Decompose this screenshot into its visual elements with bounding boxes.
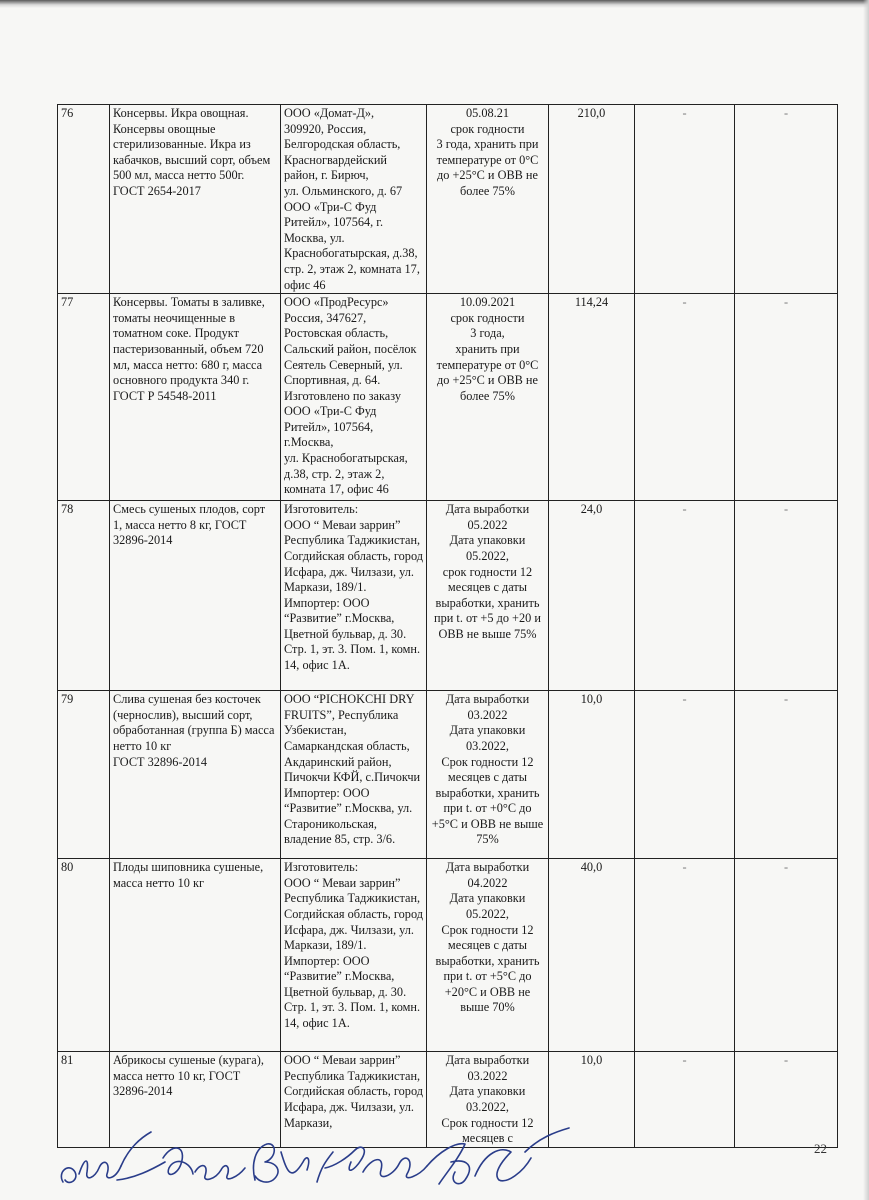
empty-dash-cell: -	[735, 859, 838, 1052]
empty-dash-cell: -	[735, 691, 838, 859]
table-row	[58, 859, 838, 1052]
goods-table	[57, 104, 838, 1148]
production-date-and-shelf-life: Дата выработки 03.2022 Дата упаковки 03.2022, Срок годности 12 месяцев с	[427, 1052, 549, 1148]
quantity-value: 40,0	[549, 859, 635, 1052]
quantity-value: 24,0	[549, 501, 635, 691]
page-number: 22	[814, 1141, 827, 1156]
manufacturer: Изготовитель: ООО “ Меваи заррин” Республика Таджикистан, Согдийская область, город Исфара, дж. Чилзази, ул. Маркази, 189/1. Импортер: ООО “Развитие” г.Москва, Цветной бульвар, д. 30. Стр. 1, эт. 3. Пом. 1, комн. 14, офис 1А.	[281, 859, 427, 1052]
production-date-and-shelf-life: Дата выработки 05.2022 Дата упаковки 05.2022, срок годности 12 месяцев с даты выработки, хранить при t. от +5 до +20 и ОВВ не выше 75%	[427, 501, 549, 691]
quantity-value: 10,0	[549, 691, 635, 859]
empty-dash-cell: -	[635, 294, 735, 501]
empty-dash-cell: -	[735, 294, 838, 501]
quantity-value: 10,0	[549, 1052, 635, 1148]
product-name: Слива сушеная без косточек (чернослив), высший сорт, обработанная (группа Б) масса нетто 10 кг ГОСТ 32896-2014	[110, 691, 281, 859]
row-number: 80	[58, 859, 110, 1052]
manufacturer: ООО «Домат-Д», 309920, Россия, Белгородская область, Красногвардейский район, г. Бирюч, ул. Ольминского, д. 67 ООО «Три-С Фуд Ритейл», 107564, г. Москва, ул. Краснобогатырская, д.38, стр. 2, этаж 2, комната 17, офис 46	[281, 105, 427, 294]
row-number: 79	[58, 691, 110, 859]
row-number: 76	[58, 105, 110, 294]
scan-shadow-top	[0, 0, 869, 8]
production-date-and-shelf-life: Дата выработки 03.2022 Дата упаковки 03.2022, Срок годности 12 месяцев с даты выработки, хранить при t. от +0°C до +5°C и ОВВ не выше 75%	[427, 691, 549, 859]
product-name: Плоды шиповника сушеные, масса нетто 10 кг	[110, 859, 281, 1052]
product-name: Консервы. Томаты в заливке, томаты неочищенные в томатном соке. Продукт пастеризованный, объем 720 мл, масса нетто: 680 г, масса основного продукта 340 г. ГОСТ Р 54548-2011	[110, 294, 281, 501]
production-date-and-shelf-life: Дата выработки 04.2022 Дата упаковки 05.2022, Срок годности 12 месяцев с даты выработки, хранить при t. от +5°C до +20°C и ОВВ не выше 70%	[427, 859, 549, 1052]
manufacturer: Изготовитель: ООО “ Меваи заррин” Республика Таджикистан, Согдийская область, город Исфара, дж. Чилзази, ул. Маркази, 189/1. Импортер: ООО “Развитие” г.Москва, Цветной бульвар, д. 30. Стр. 1, эт. 3. Пом. 1, комн. 14, офис 1А.	[281, 501, 427, 691]
table-row	[58, 294, 838, 501]
manufacturer: ООО «ПродРесурс» Россия, 347627, Ростовская область, Сальский район, посёлок Сеятель Северный, ул. Спортивная, д. 64. Изготовлено по заказу ООО «Три-С Фуд Ритейл», 107564, г.Москва, ул. Краснобогатырская, д.38, стр. 2, этаж 2, комната 17, офис 46	[281, 294, 427, 501]
empty-dash-cell: -	[635, 859, 735, 1052]
production-date-and-shelf-life: 10.09.2021 срок годности 3 года, хранить при температуре от 0°C до +25°C и ОВВ не более 75%	[427, 294, 549, 501]
row-number: 78	[58, 501, 110, 691]
scan-shadow-right	[863, 0, 869, 1200]
empty-dash-cell: -	[635, 501, 735, 691]
empty-dash-cell: -	[735, 501, 838, 691]
production-date-and-shelf-life: 05.08.21 срок годности 3 года, хранить при температуре от 0°C до +25°C и ОВВ не более 75%	[427, 105, 549, 294]
manufacturer: ООО “ Меваи заррин” Республика Таджикистан, Согдийская область, город Исфара, дж. Чилзази, ул. Маркази,	[281, 1052, 427, 1148]
empty-dash-cell: -	[735, 105, 838, 294]
table-row	[58, 691, 838, 859]
row-number: 77	[58, 294, 110, 501]
quantity-value: 210,0	[549, 105, 635, 294]
table-row	[58, 501, 838, 691]
product-name: Абрикосы сушеные (курага), масса нетто 10 кг, ГОСТ 32896-2014	[110, 1052, 281, 1148]
handwritten-signatures	[55, 1122, 575, 1200]
empty-dash-cell: -	[635, 1052, 735, 1148]
product-name: Консервы. Икра овощная. Консервы овощные стерилизованные. Икра из кабачков, высший сорт, объем 500 мл, масса нетто 500г. ГОСТ 2654-2017	[110, 105, 281, 294]
row-number: 81	[58, 1052, 110, 1148]
manufacturer: ООО “PICHOKCHI DRY FRUITS”, Республика Узбекистан, Самаркандская область, Акдаринский район, Пичокчи КФЙ, с.Пичокчи Импортер: ООО “Развитие” г.Москва, ул. Староникольская, владение 85, стр. 3/6.	[281, 691, 427, 859]
empty-dash-cell: -	[635, 105, 735, 294]
empty-dash-cell: -	[635, 691, 735, 859]
table-row	[58, 105, 838, 294]
quantity-value: 114,24	[549, 294, 635, 501]
product-name: Смесь сушеных плодов, сорт 1, масса нетто 8 кг, ГОСТ 32896-2014	[110, 501, 281, 691]
empty-dash-cell: -	[735, 1052, 838, 1148]
